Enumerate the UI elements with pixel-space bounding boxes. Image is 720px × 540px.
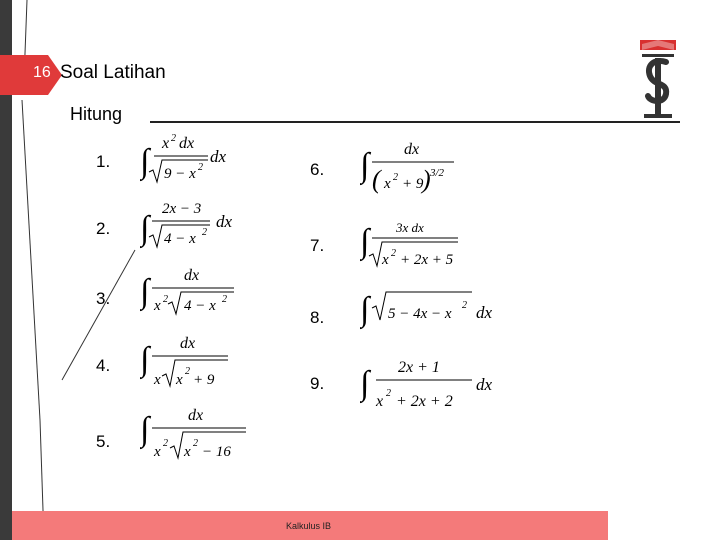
- integral-formula-4: [140, 330, 240, 392]
- svg-text:5 − 4x − x: 5 − 4x − x: [388, 306, 452, 322]
- university-seal-icon: [636, 36, 680, 120]
- svg-text:x: x: [376, 393, 384, 410]
- svg-text:2: 2: [222, 294, 227, 305]
- svg-text:2: 2: [202, 227, 207, 238]
- problem-number-8: 8.: [310, 308, 325, 327]
- integral-formula-2: [140, 195, 250, 257]
- svg-text:2x − 3: 2x − 3: [162, 201, 202, 217]
- svg-text:dx: dx: [180, 335, 196, 352]
- svg-text:dx: dx: [184, 267, 200, 284]
- svg-text:+ 2x + 5: + 2x + 5: [400, 252, 454, 268]
- problem-number-9: 9.: [310, 374, 325, 393]
- svg-text:x: x: [184, 444, 191, 460]
- problem-number-7: 7.: [310, 236, 325, 255]
- svg-text:+ 9: + 9: [193, 372, 215, 388]
- svg-text:4 − x: 4 − x: [164, 231, 196, 247]
- slide-subtitle: Hitung: [70, 104, 123, 124]
- slide-number-tag: [0, 55, 62, 95]
- svg-text:dx: dx: [216, 212, 233, 231]
- integral-formula-5: [140, 402, 250, 464]
- integral-formula-7: [360, 212, 470, 274]
- svg-text:∫: ∫: [360, 291, 370, 328]
- svg-text:2: 2: [171, 133, 176, 144]
- svg-text:4 − x: 4 − x: [184, 298, 216, 314]
- svg-text:(: (: [372, 165, 381, 194]
- svg-text:2: 2: [163, 294, 168, 305]
- svg-text:∫: ∫: [140, 210, 150, 247]
- svg-text:dx: dx: [476, 303, 493, 322]
- slide-title: Soal Latihan: [60, 62, 166, 83]
- svg-text:2: 2: [163, 438, 168, 449]
- svg-text:2: 2: [462, 300, 467, 311]
- problem-number-5: 5.: [96, 432, 111, 451]
- svg-text:dx: dx: [179, 135, 195, 152]
- svg-text:x: x: [176, 372, 183, 388]
- footer-text: Kalkulus IB: [286, 521, 332, 531]
- integral-formula-8: [360, 286, 500, 330]
- svg-text:+ 2x + 2: + 2x + 2: [396, 393, 453, 410]
- svg-text:x: x: [154, 372, 161, 388]
- integral-formula-6: [360, 136, 460, 198]
- svg-text:2: 2: [391, 248, 396, 259]
- svg-text:dx: dx: [404, 141, 420, 158]
- svg-text:x: x: [162, 135, 170, 152]
- svg-text:2: 2: [193, 438, 198, 449]
- svg-text:∫: ∫: [360, 365, 370, 402]
- svg-text:2: 2: [185, 366, 190, 377]
- svg-text:∫: ∫: [140, 341, 150, 378]
- svg-text:2: 2: [386, 388, 391, 399]
- svg-text:3x dx: 3x dx: [396, 220, 424, 235]
- svg-text:∫: ∫: [360, 147, 370, 184]
- svg-text:2: 2: [198, 162, 203, 173]
- problem-number-6: 6.: [310, 160, 325, 179]
- svg-text:): ): [422, 165, 431, 194]
- problem-number-1: 1.: [96, 152, 111, 171]
- svg-text:2x + 1: 2x + 1: [398, 359, 440, 376]
- svg-text:3/2: 3/2: [430, 167, 445, 179]
- integral-formula-9: [360, 352, 500, 414]
- svg-text:x: x: [384, 176, 391, 192]
- problem-number-4: 4.: [96, 356, 111, 375]
- svg-text:dx: dx: [476, 375, 493, 394]
- svg-text:2: 2: [393, 172, 398, 183]
- svg-text:− 16: − 16: [202, 444, 231, 460]
- svg-text:dx: dx: [210, 147, 227, 166]
- svg-text:x: x: [382, 252, 389, 268]
- problem-number-3: 3.: [96, 289, 111, 308]
- svg-text:x: x: [154, 298, 161, 314]
- svg-text:+ 9: + 9: [402, 176, 424, 192]
- svg-text:dx: dx: [188, 407, 204, 424]
- svg-text:9 − x: 9 − x: [164, 166, 196, 182]
- integral-formula-1: [140, 128, 250, 190]
- svg-text:∫: ∫: [140, 273, 150, 310]
- slide-number: 16: [33, 64, 51, 81]
- integral-formula-3: [140, 262, 250, 324]
- svg-text:∫: ∫: [360, 223, 370, 260]
- svg-text:x: x: [154, 444, 161, 460]
- title-divider: [150, 121, 680, 123]
- problem-number-2: 2.: [96, 219, 111, 238]
- svg-text:∫: ∫: [140, 143, 150, 180]
- svg-text:∫: ∫: [140, 411, 150, 448]
